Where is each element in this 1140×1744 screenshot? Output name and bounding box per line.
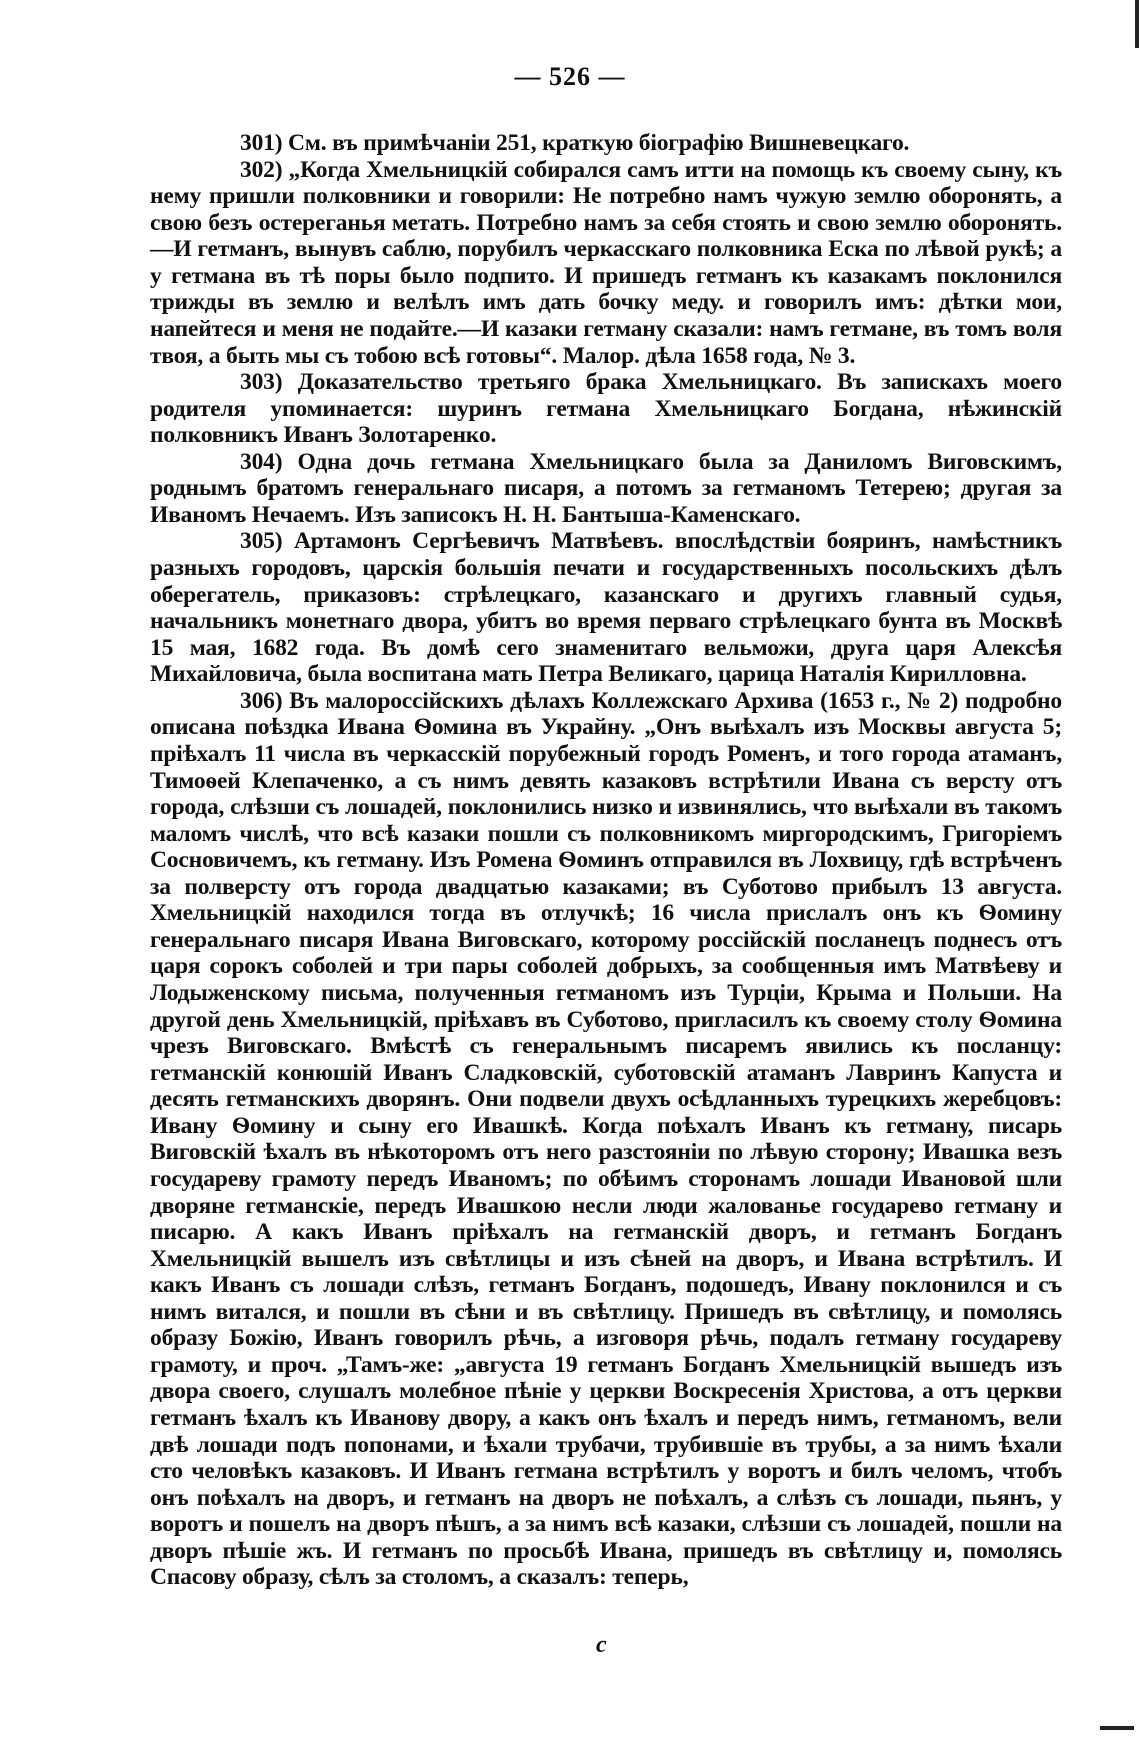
footnote-302: 302) „Когда Хмельницкій собирался самъ итти на помощь къ своему сыну, къ нему пришли полковники и говорили: Не потребно намъ чужую землю оборонять, а свою безъ остереганья метать. Потребно намъ за себя стоять и свою землю оборонять.—И гетманъ, вынувъ саблю, порубилъ черкасскаго полковника Еска по лѣвой рукѣ; а у гетмана въ тѣ поры было подпито. И пришедъ гетманъ къ казакамъ поклонился трижды въ землю и велѣлъ имъ дать бочку меду. и говорилъ имъ: дѣтки мои, напейтеся и меня не подайте.—И казаки гетману сказали: намъ гетмане, въ томъ воля твоя, а быть мы съ тобою всѣ готовы“. Малор. дѣла 1658 года, № 3. [150, 156, 1062, 369]
footnote-301: 301) См. въ примѣчаніи 251, краткую біографію Вишневецкаго. [240, 130, 910, 156]
scan-edge-line [1135, 0, 1139, 48]
page-number: — 526 — [514, 62, 626, 91]
footnote-303: 303) Доказательство третьяго брака Хмельницкаго. Въ запискахъ моего родителя упоминается: шуринъ гетмана Хмельницкаго Богдана, нѣжинскій полковникъ Иванъ Золотаренко. [150, 369, 1062, 449]
footnote-305: 305) Артамонъ Сергѣевичъ Матвѣевъ. впослѣдствіи бояринъ, намѣстникъ разныхъ городовъ, царскія большія печати и государственныхъ посольскихъ дѣлъ оберегатель, приказовъ: стрѣлецкаго, казанскаго и другихъ главный судья, начальникъ монетнаго двора, убитъ во время перваго стрѣлецкаго бунта въ Москвѣ 15 мая, 1682 года. Въ домѣ сего знаменитаго вельможи, друга царя Алексѣя Михайловича, была воспитана мать Петра Великаго, царица Наталія Кирилловна. [150, 528, 1062, 688]
signature-mark: c [596, 1632, 607, 1658]
scan-corner-mark [1100, 1726, 1134, 1730]
footnote-306: 306) Въ малороссійскихъ дѣлахъ Коллежскаго Архива (1653 г., № 2) подробно описана поѣздка Ивана Ѳомина въ Украйну. „Онъ выѣхалъ изъ Москвы августа 5; пріѣхалъ 11 числа въ черкасскій порубежный городъ Роменъ, и того города атаманъ, Тимоѳей Клепаченко, а съ нимъ девять казаковъ встрѣтили Ивана съ версту отъ города, слѣзши съ лошадей, поклонились низко и извинялись, что выѣхали въ такомъ маломъ числѣ, что всѣ казаки пошли съ полковникомъ миргородскимъ, Григоріемъ Сосновичемъ, къ гетману. Изъ Ромена Ѳоминъ отправился въ Лохвицу, гдѣ встрѣченъ за полверсту отъ города двадцатью казаками; въ Суботово прибылъ 13 августа. Хмельницкій находился тогда въ отлучкѣ; 16 числа прислалъ онъ къ Ѳомину генеральнаго писаря Ивана Виговскаго, которому россійскій посланецъ поднесъ отъ царя сорокъ соболей и три пары соболей добрыхъ, за сообщенныя имъ Матвѣеву и Лодыженскому письма, полученныя гетманомъ изъ Турціи, Крыма и Польши. На другой день Хмельницкій, пріѣхавъ въ Суботово, пригласилъ къ своему столу Ѳомина чрезъ Виговскаго. Вмѣстѣ съ генеральнымъ писаремъ явились къ посланцу: гетманскій конюшій Иванъ Сладковскій, суботовскій атаманъ Лавринъ Капуста и десять гетманскихъ дворянъ. Они подвели двухъ осѣдланныхъ турецкихъ жеребцовъ: Ивану Ѳомину и сыну его Ивашкѣ. Когда поѣхалъ Иванъ къ гетману, писарь Виговскій ѣхалъ въ нѣкоторомъ отъ него разстояніи по лѣвую сторону; Ивашка везъ государеву грамоту передъ Иваномъ; по обѣимъ сторонамъ лошади Ивановой шли дворяне гетманскіе, передъ Ивашкою несли люди жалованье государево гетману и писарю. А какъ Иванъ пріѣхалъ на гетманскій дворъ, и гетманъ Богданъ Хмельницкій вышелъ изъ свѣтлицы и изъ сѣней на дворъ, и Ивана встрѣтилъ. И какъ Иванъ съ лошади слѣзъ, гетманъ Богданъ, подошедъ, Ивану поклонился и съ нимъ витался, и пошли въ сѣни и въ свѣтлицу. Пришедъ въ свѣтлицу, и помолясь образу Божію, Иванъ говорилъ рѣчь, а изговоря рѣчь, подалъ гетману государеву грамоту, и проч. „Тамъ-же: „августа 19 гетманъ Богданъ Хмельницкій вышедъ изъ двора своего, слушалъ молебное пѣніе у церкви Воскресенія Христова, а отъ церкви гетманъ ѣхалъ къ Иванову двору, а какъ онъ ѣхалъ и передъ нимъ, гетманомъ, вели двѣ лошади подъ попонами, и ѣхали трубачи, трубившіе въ трубы, а за нимъ ѣхали сто человѣкъ казаковъ. И Иванъ гетмана встрѣтилъ у воротъ и билъ челомъ, чтобъ онъ поѣхалъ на дворъ, и гетманъ на дворъ не поѣхалъ, а слѣзъ съ лошади, пьянъ, у воротъ и пошелъ на дворъ пѣшъ, а за нимъ всѣ казаки, слѣзши съ лошадей, пошли на дворъ пѣшіе жъ. И гетманъ по просьбѣ Ивана, пришедъ въ свѣтлицу и, помолясь Спасову образу, сѣлъ за столомъ, а сказалъ: теперь, [150, 687, 1062, 1591]
footnotes-body [150, 130, 1062, 1591]
footnote-304: 304) Одна дочь гетмана Хмельницкаго была за Даниломъ Виговскимъ, роднымъ братомъ генеральнаго писаря, а потомъ за гетманомъ Тетерею; другая за Иваномъ Нечаемъ. Изъ записокъ Н. Н. Бантыша-Каменскаго. [150, 448, 1062, 528]
